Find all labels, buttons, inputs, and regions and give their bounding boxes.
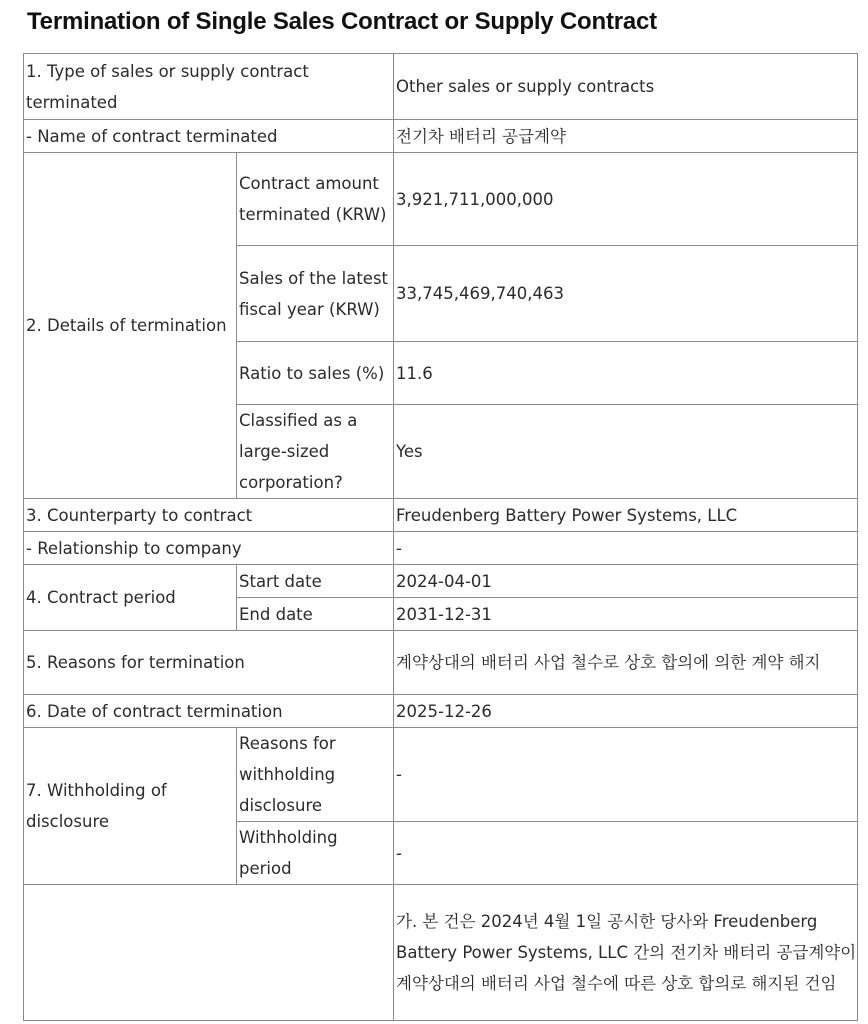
table-row-counterparty: [24, 499, 858, 532]
row-value: 2025-12-26: [394, 695, 858, 728]
sub-label: Contract amount terminated (KRW): [237, 153, 394, 246]
row-label: 5. Reasons for termination: [24, 631, 394, 695]
row-value: 계약상대의 배터리 사업 철수로 상호 합의에 의한 계약 해지: [394, 631, 858, 695]
row-label: - Name of contract terminated: [24, 120, 394, 153]
row-value: Freudenberg Battery Power Systems, LLC: [394, 499, 858, 532]
row-value: 33,745,469,740,463: [394, 246, 858, 342]
row-label: [24, 885, 394, 1021]
sub-label: Withholding period: [237, 822, 394, 885]
sub-label: Ratio to sales (%): [237, 342, 394, 405]
table-row-relationship: [24, 532, 858, 565]
row-value: Yes: [394, 405, 858, 499]
row-label: - Relationship to company: [24, 532, 394, 565]
table-row-contract-name: [24, 120, 858, 153]
row-label: 6. Date of contract termination: [24, 695, 394, 728]
document-title: Termination of Single Sales Contract or Supply Contract: [27, 8, 657, 35]
row-value: 전기차 배터리 공급계약: [394, 120, 858, 153]
table-row-contract-amount: [24, 153, 858, 246]
row-value: 2031-12-31: [394, 598, 858, 631]
row-value: 가. 본 건은 2024년 4월 1일 공시한 당사와 Freudenberg Battery Power Systems, LLC 간의 전기차 배터리 공급계약이 계약상대의 배터리 사업 철수에 따른 상호 합의로 해지된 건임: [394, 885, 858, 1021]
section-label-period: 4. Contract period: [24, 565, 237, 631]
sub-label: Start date: [237, 565, 394, 598]
section-label-details: 2. Details of termination: [24, 153, 237, 499]
table-row-remarks: [24, 885, 858, 1021]
sub-label: Sales of the latest fiscal year (KRW): [237, 246, 394, 342]
table-row-start-date: [24, 565, 858, 598]
table-row-contract-type: [24, 54, 858, 120]
table-row-termination-date: [24, 695, 858, 728]
row-value: Other sales or supply contracts: [394, 54, 858, 120]
row-value: -: [394, 728, 858, 822]
disclosure-table: [23, 53, 858, 1021]
sub-label: Classified as a large-sized corporation?: [237, 405, 394, 499]
row-value: -: [394, 822, 858, 885]
sub-label: Reasons for withholding disclosure: [237, 728, 394, 822]
table-row-withholding-reasons: [24, 728, 858, 822]
row-label: 1. Type of sales or supply contract terminated: [24, 54, 394, 120]
section-label-withholding: 7. Withholding of disclosure: [24, 728, 237, 885]
row-value: -: [394, 532, 858, 565]
table-row-reasons: [24, 631, 858, 695]
row-value: 2024-04-01: [394, 565, 858, 598]
sub-label: End date: [237, 598, 394, 631]
row-value: 11.6: [394, 342, 858, 405]
row-value: 3,921,711,000,000: [394, 153, 858, 246]
row-label: 3. Counterparty to contract: [24, 499, 394, 532]
